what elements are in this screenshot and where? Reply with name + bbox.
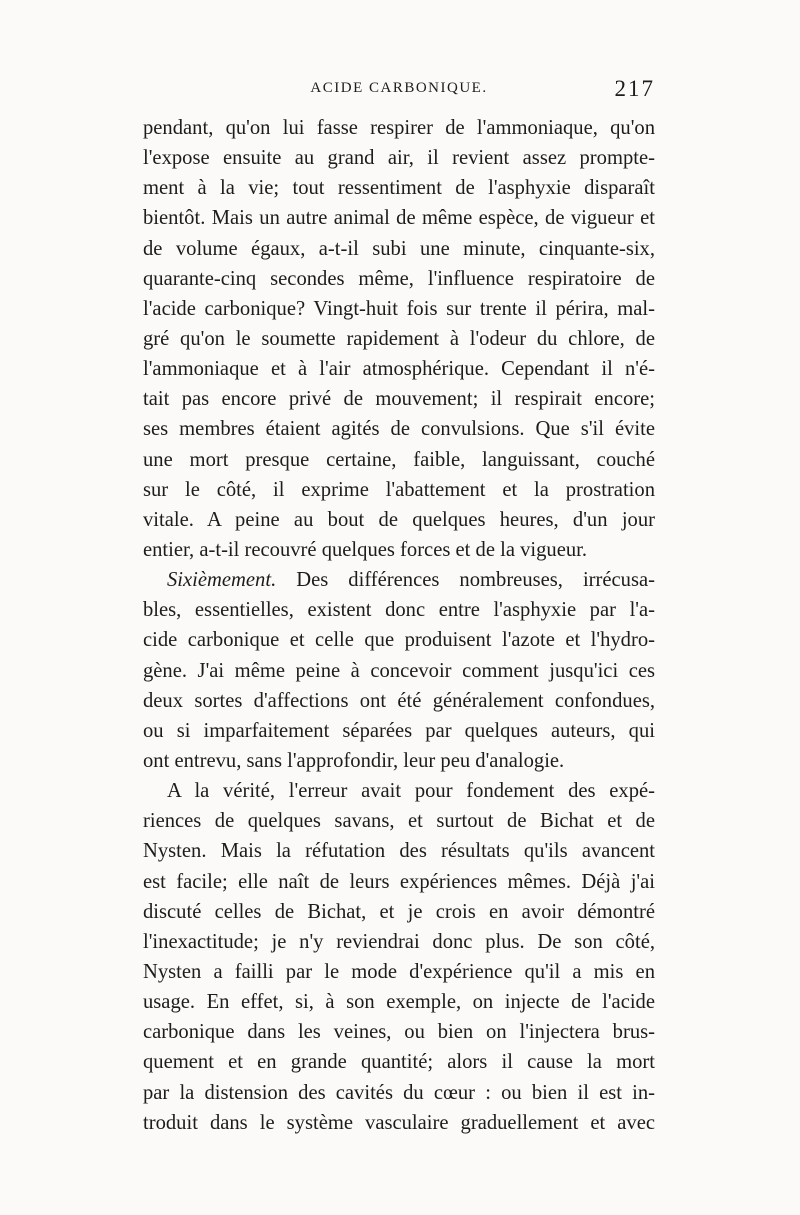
text-line: gène. J'ai même peine à concevoir comment jusqu'ici ces <box>143 659 655 682</box>
text-line: pendant, qu'on lui fasse respirer de l'ammoniaque, qu'on <box>143 117 655 139</box>
text-line: de volume égaux, a-t-il subi une minute, cinquante-six, <box>143 237 655 260</box>
text-line: deux sortes d'affections ont été généralement confondues, <box>143 689 655 712</box>
text-line: sur le côté, il exprime l'abattement et la prostration <box>143 478 655 501</box>
text-line: ment à la vie; tout ressentiment de l'asphyxie disparaît <box>143 177 655 200</box>
text-line: ou si imparfaitement séparées par quelques auteurs, qui <box>143 719 655 742</box>
text-line: bientôt. Mais un autre animal de même espèce, de vigueur et <box>143 207 655 230</box>
text-line: carbonique dans les veines, ou bien on l'injectera brus- <box>143 1021 655 1044</box>
running-title: ACIDE CARBONIQUE. <box>310 80 488 96</box>
text-line: l'ammoniaque et à l'air atmosphérique. Cependant il n'é- <box>143 358 655 381</box>
text-line: ont entrevu, sans l'approfondir, leur peu d'analogie. <box>143 749 565 772</box>
text-line: quement et en grande quantité; alors il cause la mort <box>143 1051 655 1074</box>
page-number: 217 <box>614 76 655 101</box>
text-line: l'inexactitude; je n'y reviendrai donc plus. De son côté, <box>143 930 655 953</box>
text-line: discuté celles de Bichat, et je crois en avoir démontré <box>143 900 655 923</box>
text-line: l'expose ensuite au grand air, il revient assez prompte- <box>143 147 655 170</box>
text-line: est facile; elle naît de leurs expériences mêmes. Déjà j'ai <box>143 870 655 893</box>
text-line: Nysten. Mais la réfutation des résultats qu'ils avancent <box>143 840 655 863</box>
body-text <box>143 113 655 1138</box>
text-line: par la distension des cavités du cœur : ou bien il est in- <box>143 1081 655 1104</box>
text-line: ses membres étaient agités de convulsions. Que s'il évite <box>143 418 655 441</box>
text-line: Nysten a failli par le mode d'expérience qu'il a mis en <box>143 960 655 983</box>
paragraph-lead-rest: Des différences nombreuses, irrécusa- <box>296 569 655 592</box>
text-line: l'acide carbonique? Vingt-huit fois sur trente il périra, mal- <box>143 297 655 320</box>
text-line: quarante-cinq secondes même, l'influence respiratoire de <box>143 267 655 290</box>
text-line: une mort presque certaine, faible, languissant, couché <box>143 448 655 471</box>
text-line: riences de quelques savans, et surtout de Bichat et de <box>143 810 655 833</box>
text-line: bles, essentielles, existent donc entre l'asphyxie par l'a- <box>143 599 655 622</box>
text-line: vitale. A peine au bout de quelques heures, d'un jour <box>143 508 655 531</box>
text-line: troduit dans le système vasculaire graduellement et avec <box>143 1111 655 1134</box>
text-line: A la vérité, l'erreur avait pour fondement des expé- <box>167 780 655 803</box>
text-line: tait pas encore privé de mouvement; il respirait encore; <box>143 388 655 411</box>
text-line: cide carbonique et celle que produisent l'azote et l'hydro- <box>143 629 655 652</box>
text-line: gré qu'on le soumette rapidement à l'odeur du chlore, de <box>143 327 655 350</box>
page-header <box>143 76 655 114</box>
text-line: usage. En effet, si, à son exemple, on injecte de l'acide <box>143 991 655 1014</box>
paragraph-lead: Sixièmement. <box>167 569 277 592</box>
paragraph-lead-line <box>143 565 655 595</box>
text-line: entier, a-t-il recouvré quelques forces et de la vigueur. <box>143 538 588 561</box>
